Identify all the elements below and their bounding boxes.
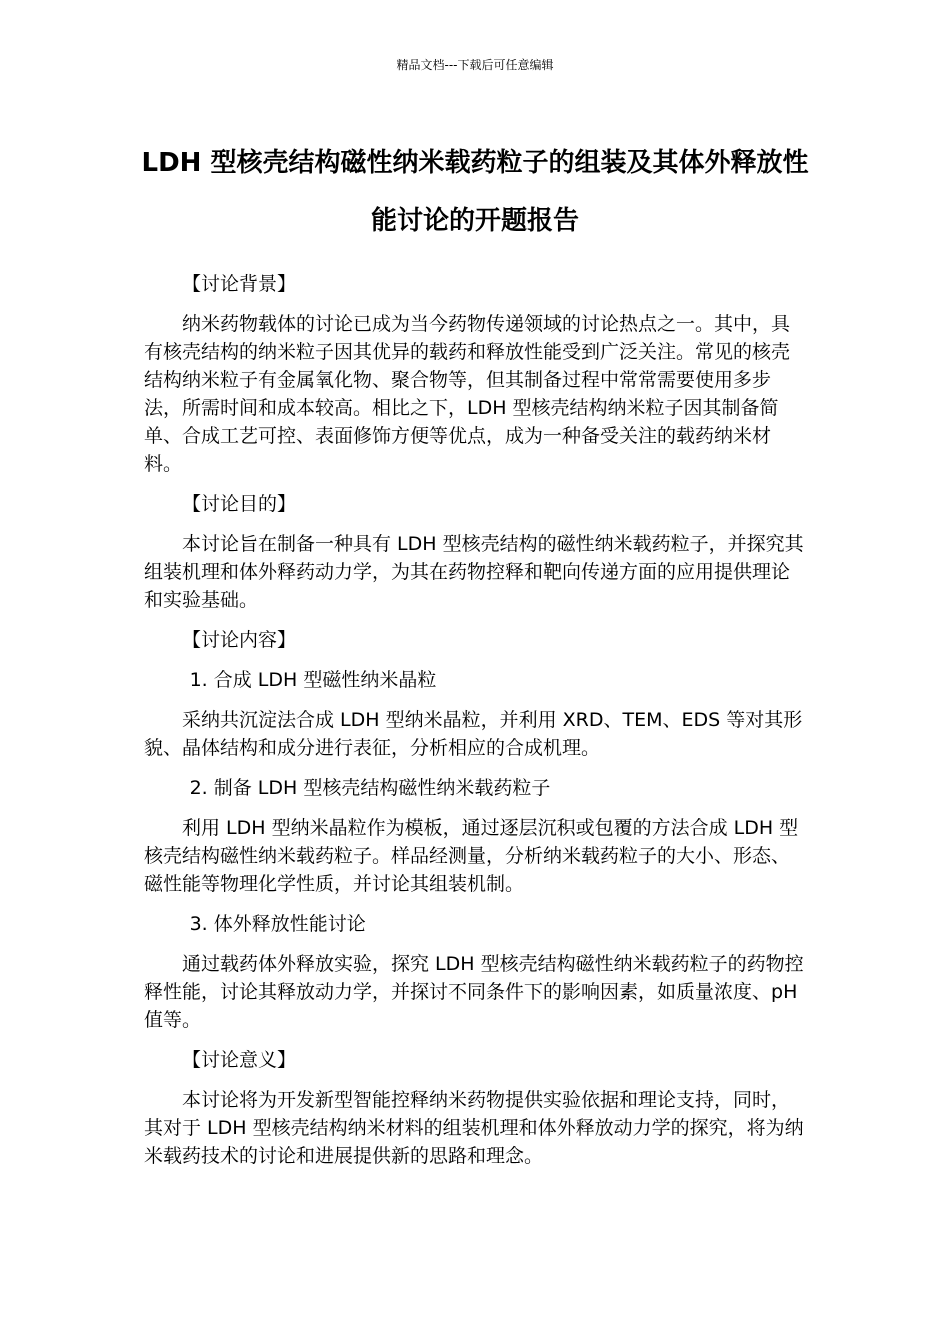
- significance-heading: 【讨论意义】: [182, 1049, 297, 1071]
- content-item-1-paragraph: 采纳共沉淀法合成 LDH 型纳米晶粒，并利用 XRD、TEM、EDS 等对其形貌、晶体结构和成分进行表征，分析相应的合成机理。: [144, 709, 803, 759]
- purpose-paragraph: 本讨论旨在制备一种具有 LDH 型核壳结构的磁性纳米载药粒子，并探究其组装机理和体外释药动力学，为其在药物控释和靶向传递方面的应用提供理论和实验基础。: [144, 533, 804, 611]
- background-paragraph: 纳米药物载体的讨论已成为当今药物传递领域的讨论热点之一。其中，具有核壳结构的纳米粒子因其优异的载药和释放性能受到广泛关注。常见的核壳结构纳米粒子有金属氧化物、聚合物等，但其制备过程中常常需要使用多步法，所需时间和成本较高。相比之下，LDH 型核壳结构纳米粒子因其制备简单、合成工艺可控、表面修饰方便等优点，成为一种备受关注的载药纳米材料。: [144, 313, 791, 475]
- purpose-heading: 【讨论目的】: [182, 493, 297, 515]
- content-item-2-title: 2. 制备 LDH 型核壳结构磁性纳米载药粒子: [189, 777, 551, 799]
- content-heading: 【讨论内容】: [182, 629, 297, 651]
- document-body: [144, 270, 804, 1182]
- page-header-note: 精品文档---下载后可任意编辑: [396, 58, 554, 72]
- content-item-1-title: 1. 合成 LDH 型磁性纳米晶粒: [189, 669, 437, 691]
- content-item-2-paragraph: 利用 LDH 型纳米晶粒作为模板，通过逐层沉积或包覆的方法合成 LDH 型核壳结构磁性纳米载药粒子。样品经测量，分析纳米载药粒子的大小、形态、磁性能等物理化学性质，并讨论其组装机制。: [144, 817, 799, 895]
- significance-paragraph: 本讨论将为开发新型智能控释纳米药物提供实验依据和理论支持，同时，其对于 LDH 型核壳结构纳米材料的组装机理和体外释放动力学的探究，将为纳米载药技术的讨论和进展提供新的思路和理念。: [144, 1089, 804, 1167]
- document-title: LDH 型核壳结构磁性纳米载药粒子的组装及其体外释放性能讨论的开题报告: [141, 148, 809, 236]
- content-item-3-paragraph: 通过载药体外释放实验，探究 LDH 型核壳结构磁性纳米载药粒子的药物控释性能，讨论其释放动力学，并探讨不同条件下的影响因素，如质量浓度、pH 值等。: [144, 953, 804, 1031]
- content-item-3-title: 3. 体外释放性能讨论: [189, 913, 366, 935]
- background-heading: 【讨论背景】: [182, 273, 297, 295]
